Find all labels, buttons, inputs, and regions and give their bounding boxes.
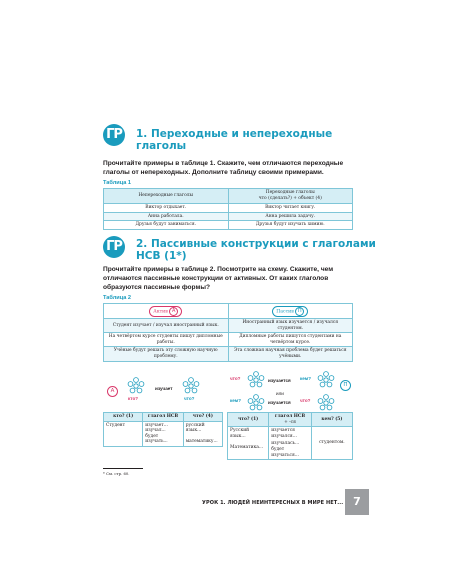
page-number: 7 [345, 489, 369, 515]
table1-cell: Виктор отдыхает. [104, 204, 229, 213]
active-letter-icon: А [169, 307, 178, 316]
verb-active-label: изучает [155, 386, 173, 391]
table1-cell: Виктор читает книгу. [228, 204, 353, 213]
diagram-cell-line: изучать... [145, 439, 168, 445]
flower-icon [246, 393, 266, 413]
table1-cell: Друзья будут заниматься. [104, 221, 229, 230]
grammar-badge-icon: ГР [103, 236, 125, 258]
diagram-cell-line: язык... [230, 433, 246, 439]
table-row [104, 204, 353, 213]
table-row [104, 212, 353, 221]
table1-label: Таблица 1 [103, 180, 131, 186]
table1-head-right-line1: Переходные глаголы [265, 190, 315, 196]
section2-para-line1: Прочитайте примеры в таблице 2. Посмотрите на схему. Скажите, чем [103, 266, 334, 273]
table2-cell: Эта сложная научная проблема будет решаться учёными. [228, 347, 353, 361]
diagram-cell-line: будет [145, 433, 159, 439]
diagram-cell [228, 427, 269, 460]
kto-label: кто? [128, 396, 139, 401]
kem-label: кем? [300, 376, 311, 381]
section2-paragraph [103, 265, 353, 292]
flower-icon [126, 376, 146, 396]
table2-cell: Дипломные работы пишутся студентами на четвёртом курсе. [228, 333, 353, 347]
flower-icon [316, 370, 336, 390]
verb-passive-label: изучается [268, 400, 291, 405]
section2-para-line2: отличаются пассивные конструкции от активных. От каких глаголов [103, 275, 329, 282]
table1-cell: Анна решила задачу. [228, 212, 353, 221]
diagram-cell-line: изучалась... [271, 441, 300, 447]
table1-head-right-line2: что (сделать?) + объект (4) [258, 196, 322, 201]
table-row [104, 333, 353, 347]
table-row [104, 421, 223, 446]
diagram-head-sub: + -ся [284, 419, 296, 425]
table2-label: Таблица 2 [103, 295, 131, 301]
section2-para-line3: образуются пассивные формы? [103, 284, 211, 291]
table1-head-right [228, 189, 353, 204]
diagram-cell-line: Русский [230, 428, 250, 434]
diagram-head-line: глагол НСВ [274, 414, 306, 419]
table1-cell: Анна работала. [104, 212, 229, 221]
table2-cell: Учёные будут решать эту сложную научную проблему. [104, 347, 229, 361]
section1-para-line2: глаголы от непереходных. Дополните таблицу своими примерами. [103, 169, 324, 176]
diagram-cell: студентом. [311, 427, 352, 460]
chto-label: что? [300, 398, 311, 403]
table2-cell: Студент изучает / изучал иностранный язык. [104, 319, 229, 333]
footnote-divider [103, 468, 143, 469]
diagram-cell-line: изучал... [145, 428, 166, 434]
running-footer: УРОК 1. ЛЮДЕЙ НЕИНТЕРЕСНЫХ В МИРЕ НЕТ... [202, 500, 344, 506]
diagram-cell-line: изучается [271, 428, 295, 434]
ili-label: или [276, 391, 284, 396]
diagram-passive-table [227, 412, 353, 460]
diagram-cell-line: изучаться... [271, 452, 299, 458]
grammar-badge-icon: ГР [103, 124, 125, 146]
table2-cell: Иностранный язык изучается / изучался студентом. [228, 319, 353, 333]
section1-title-line2: глаголы [136, 140, 187, 152]
active-label: Актив [153, 309, 168, 314]
diagram-active-table [103, 412, 223, 447]
diagram-cell-line: русский [185, 422, 205, 428]
diagram-cell-line: изучался... [271, 433, 297, 439]
kem-label: кем? [230, 398, 241, 403]
table1-head-left: Непереходные глаголы [104, 189, 229, 204]
passive-letter-circle-icon: П [340, 380, 351, 391]
diagram-head: кто? (1) [104, 413, 143, 422]
table-row [228, 427, 353, 460]
diagram-cell: Студент [104, 421, 143, 446]
diagram-cell-line: математику... [185, 439, 218, 445]
passive-label: Пассив [276, 309, 294, 314]
diagram-cell-line: язык... [185, 428, 202, 434]
section2-title-line2: НСВ (1*) [136, 250, 187, 262]
diagram-head: кем? (5) [311, 413, 352, 427]
diagram-cell-line: будет [271, 446, 285, 452]
diagram-cell-line: Математика... [230, 444, 264, 450]
diagram-cell [269, 427, 312, 460]
verb-passive-label: изучается [268, 378, 291, 383]
diagram-cell [183, 421, 222, 446]
section1-title-line1: 1. Переходные и непереходные [136, 128, 333, 140]
table2-cell: На четвёртом курсе студенты пишут дипломные работы. [104, 333, 229, 347]
diagram-head: глагол НСВ [143, 413, 183, 422]
table1-cell: Друзья будут изучать химию. [228, 221, 353, 230]
section1-paragraph [103, 159, 353, 177]
flower-icon [181, 376, 201, 396]
table2-head-active [104, 304, 229, 319]
chto-label: что? [230, 376, 241, 381]
section2-title [136, 238, 376, 262]
diagram-head [269, 413, 312, 427]
diagram-head: что? (4) [183, 413, 222, 422]
diagram-cell [143, 421, 183, 446]
table-row [104, 319, 353, 333]
section2-title-line1: 2. Пассивные конструкции с глаголами [136, 238, 376, 250]
table-row [104, 221, 353, 230]
table1 [103, 188, 353, 230]
passive-head-oval [272, 306, 308, 317]
table2 [103, 303, 353, 362]
chto-label: что? [184, 396, 195, 401]
diagram-head: что? (1) [228, 413, 269, 427]
active-letter-circle-icon: А [107, 386, 118, 397]
section1-para-line1: Прочитайте примеры в таблице 1. Скажите, чем отличаются переходные [103, 160, 344, 167]
passive-letter-icon: П [295, 307, 304, 316]
table2-head-passive [228, 304, 353, 319]
section1-title [136, 128, 332, 152]
table-row [104, 347, 353, 361]
flower-icon [246, 370, 266, 390]
footnote: * См. стр. 60. [103, 471, 130, 476]
diagram-cell-line: изучает... [145, 422, 168, 428]
flower-icon [316, 393, 336, 413]
active-head-oval [149, 306, 182, 317]
